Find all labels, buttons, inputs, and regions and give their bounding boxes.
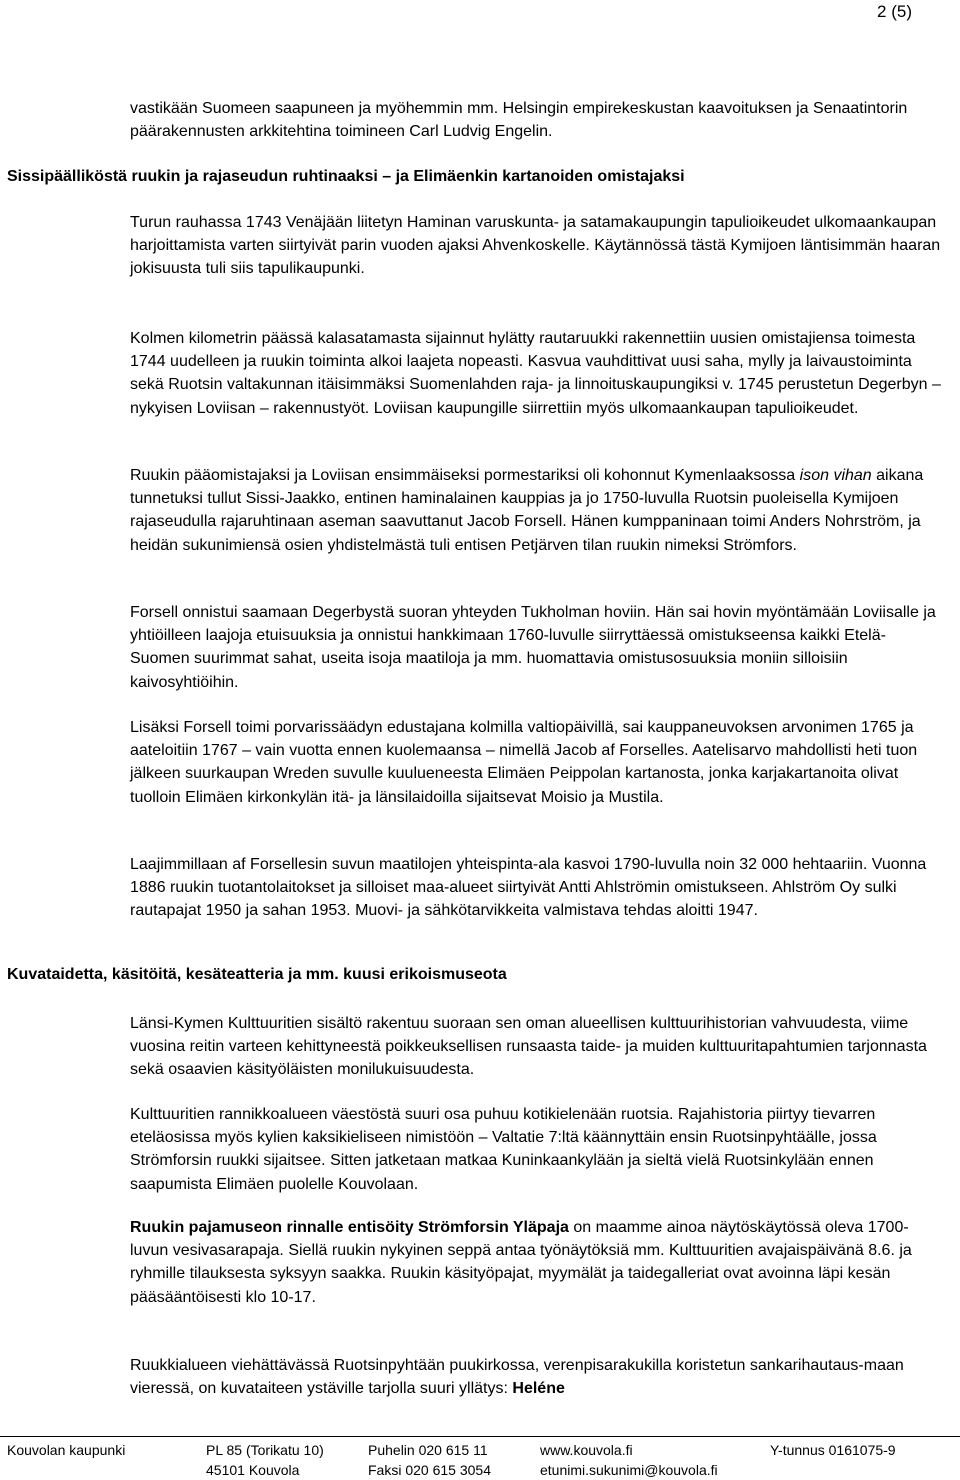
- paragraph-pajamuseo: [130, 1216, 945, 1309]
- paragraph-puukirkko: [130, 1354, 945, 1400]
- paragraph-forsell-hovi: Forsell onnistui saamaan Degerbystä suoran yhteyden Tukholman hoviin. Hän sai hovin myöntämään Loviisalle ja yhtiöilleen laajoja etuisuuksia ja onnistui hankkimaan 1760-luvulle siirryttäessä omistukseensa kaikki Etelä-Suomen suurimmat sahat, useita isoja maatiloja ja mm. huomattavia omistusosuuksia moniin silloisiin kaivosyhtiöihin.: [130, 604, 936, 691]
- section-heading-kuvataidetta: Kuvataidetta, käsitöitä, kesäteatteria ja mm. kuusi erikoismuseota: [7, 966, 507, 983]
- paragraph-tapulioikeudet: Turun rauhassa 1743 Venäjään liitetyn Haminan varuskunta- ja satamakaupungin tapulioikeudet ulkomaankaupan harjoittamista varten siirtyivät parin vuoden ajaksi Ahvenkoskelle. Käytännössä tästä Kymijoen läntisimmän haaran jokisuusta tuli siis tapulikaupunki.: [130, 214, 941, 278]
- paragraph-rannikkoalue: Kulttuuritien rannikkoalueen väestöstä suuri osa puhuu kotikielenään ruotsia. Rajahistoria piirtyy tievarren eteläosissa myös kylien kaksikieliseen nimistöön – Valtatie 7:ltä käännyttäin ensin Ruotsinpyhtäälle, jossa Strömforsin ruukki sijaitsee. Sitten jatketaan matkaa Kuninkaankylään ja sieltä vielä Ruotsinkylään ennen saapumista Elimäen puolelle Kouvolaan.: [130, 1106, 877, 1193]
- footer-phone: Puhelin 020 615 11: [368, 1442, 488, 1458]
- footer-org-name: Kouvolan kaupunki: [7, 1442, 126, 1458]
- footer-street: PL 85 (Torikatu 10): [206, 1442, 324, 1458]
- page-number: 2 (5): [877, 2, 912, 21]
- puukirkko-text: Ruukkialueen viehättävässä Ruotsinpyhtään puukirkossa, verenpisarakukilla koristetun sankarihautaus-maan vieressä, on kuvataiteen ystäville tarjolla suuri yllätys:: [130, 1357, 904, 1398]
- paragraph-aateloiminen: Lisäksi Forsell toimi porvarissäädyn edustajana kolmilla valtiopäivillä, sai kauppaneuvoksen arvonimen 1765 ja aateloitiin 1767 – vain vuotta ennen kuolemaansa – nimellä Jacob af Forselles. Aatelisarvo mahdollisti heti tuon jälkeen suurkaupan Wreden suvulle kuulueneesta Elimäen Peippolan kartanosta, jonka karjakartanoita olivat tuolloin Elimäen kirkonkylän itä- ja länsilaidoilla sijaitsevat Moisio ja Mustila.: [130, 719, 918, 806]
- pajamuseo-text: on maamme ainoa näytöskäytössä oleva 1700-luvun vesivasarapaja. Siellä ruukin nykyinen seppä antaa työnäytöksiä mm. Kulttuuritien avajaispäivänä 8.6. ja ryhmille tilauksesta syksyyn saakka. Ruukin käsityöpajat, myymälät ja taidegalleriat ovat avoinna läpi kesän pääsääntöisesti klo 10-17.: [130, 1219, 912, 1306]
- paaomistaja-text-end: aikana tunnetuksi tullut Sissi-Jaakko, entinen haminalainen kauppias ja jo 1750-luvulla Ruotsin puoleisella Kymijoen rajaseudulla rajaruhtinaan aseman saavuttanut Jacob Forsell. Hänen kumppaninaan toimi Anders Nohrström, ja heidän sukunimiensä osien yhdistelmästä tuli entisen Petjärven tilan ruukin nimeksi Strömfors.: [130, 467, 924, 554]
- footer-fax: Faksi 020 615 3054: [368, 1462, 491, 1478]
- paragraph-maatilat: Laajimmillaan af Forsellesin suvun maatilojen yhteispinta-ala kasvoi 1790-luvulla noin 32 000 hehtaariin. Vuonna 1886 ruukin tuotantolaitokset ja silloiset maa-alueet siirtyivät Antti Ahlströmin omistukseen. Ahlström Oy sulki rautapajat 1950 ja sahan 1953. Muovi- ja sähkötarvikkeita valmistava tehdas aloitti 1947.: [130, 856, 927, 920]
- footer-postal: 45101 Kouvola: [206, 1462, 300, 1478]
- footer-contact: [368, 1440, 491, 1480]
- footer-email-link[interactable]: etunimi.sukunimi@kouvola.fi: [540, 1462, 718, 1478]
- footer-website-link[interactable]: www.kouvola.fi: [540, 1442, 633, 1458]
- helene-bold: Heléne: [512, 1380, 565, 1398]
- ison-vihan-italic: ison vihan: [799, 467, 872, 484]
- footer-divider: [0, 1436, 960, 1437]
- paragraph-engel: vastikään Suomeen saapuneen ja myöhemmin mm. Helsingin empirekeskustan kaavoituksen ja Senaatintorin päärakennusten arkkitehtina toimineen Carl Ludvig Engelin.: [130, 100, 908, 141]
- pajamuseo-bold: Ruukin pajamuseon rinnalle entisöity Strömforsin Yläpaja: [130, 1219, 569, 1236]
- paaomistaja-text-start: Ruukin pääomistajaksi ja Loviisan ensimmäiseksi pormestariksi oli kohonnut Kymenlaaksossa: [130, 467, 800, 484]
- footer-y-tunnus: Y-tunnus 0161075-9: [770, 1442, 896, 1458]
- footer-organization: [7, 1440, 125, 1460]
- paragraph-rautaruukki: Kolmen kilometrin päässä kalasatamasta sijainnut hylätty rautaruukki rakennettiin uusien omistajiensa toimesta 1744 uudelleen ja ruukin toiminta alkoi laajeta nopeasti. Kasvua vauhdittivat uusi saha, mylly ja laivaustoiminta sekä Ruotsin valtakunnan itäisimmäksi Suomenlahden raja- ja linnoituskaupungiksi v. 1745 perustetun Degerbyn – nykyisen Loviisan – rakennustyöt. Loviisan kaupungille siirrettiin myös ulkomaankaupan tapulioikeudet.: [130, 330, 941, 417]
- section-heading-sissipaallikko: Sissipäälliköstä ruukin ja rajaseudun ruhtinaaksi – ja Elimäenkin kartanoiden omistajaksi: [7, 168, 685, 185]
- footer-address: [206, 1440, 324, 1480]
- paragraph-kulttuuritie: Länsi-Kymen Kulttuuritien sisältö rakentuu suoraan sen oman alueellisen kulttuurihistorian vahvuudesta, viime vuosina reitin varteen kehittyneestä poikkeuksellisen runsaasta taide- ja muiden kulttuuritapahtumien tarjonnasta sekä osaavien käsityöläisten monilukuisuudesta.: [130, 1015, 927, 1079]
- footer-business-id: [770, 1440, 896, 1460]
- paragraph-paaomistaja: [130, 464, 945, 557]
- footer-web: [540, 1440, 718, 1480]
